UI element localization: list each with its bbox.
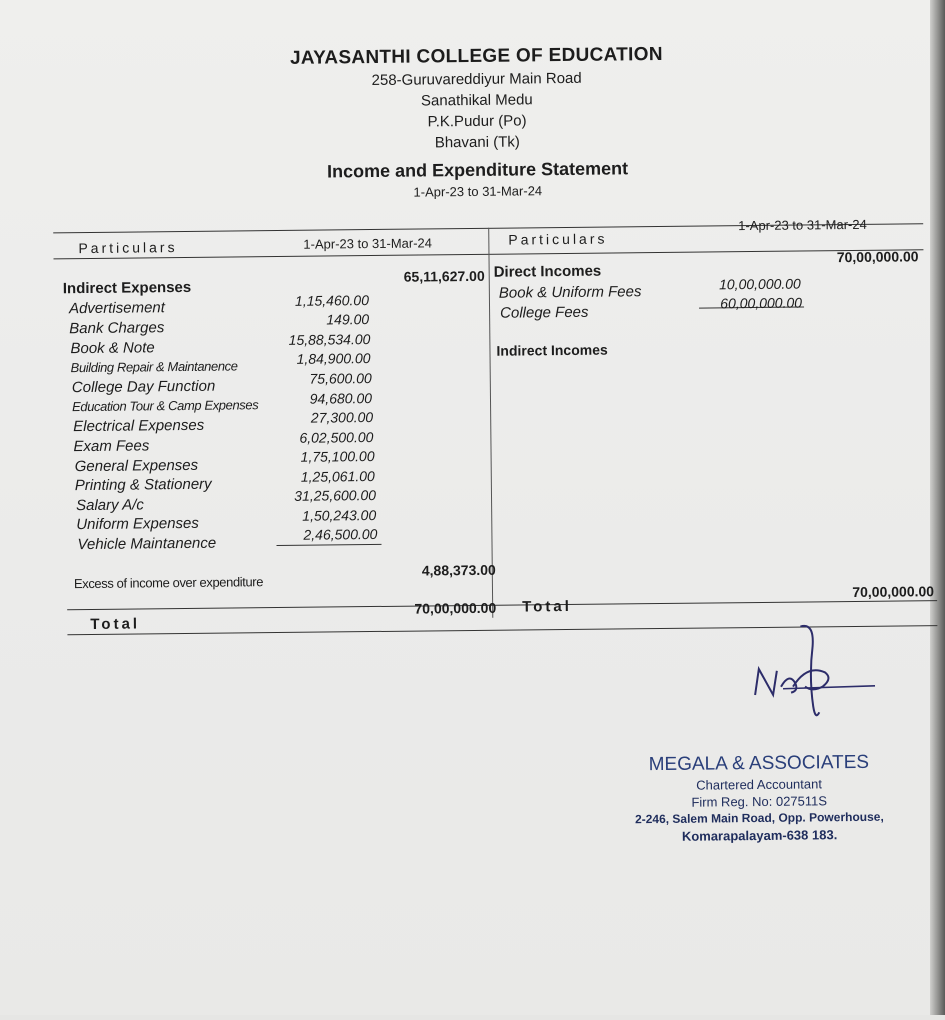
left-particulars-header: Particulars [78, 239, 178, 257]
right-total-label: Total [522, 597, 572, 616]
address-line-3: P.K.Pudur (Po) [427, 112, 527, 131]
expense-amount: 75,600.00 [309, 370, 372, 387]
expense-label: Electrical Expenses [73, 416, 205, 436]
auditor-signature [742, 616, 893, 728]
expense-amount: 94,680.00 [309, 390, 373, 407]
expense-amount: 2,46,500.00 [303, 525, 378, 543]
expense-amount: 1,75,100.00 [300, 448, 375, 465]
expense-label: Book & Note [70, 339, 155, 358]
expense-amount: 1,25,061.00 [300, 468, 375, 485]
firm-name: MEGALA & ASSOCIATES [648, 751, 870, 776]
college-name: JAYASANTHI COLLEGE OF EDUCATION [289, 43, 663, 69]
right-particulars-header: Particulars [508, 230, 608, 248]
firm-role: Chartered Accountant [696, 776, 822, 793]
income-amount: 10,00,000.00 [718, 275, 801, 293]
expense-label: Building Repair & Maintanence [70, 358, 238, 376]
statement-title: Income and Expenditure Statement [326, 158, 629, 182]
indirect-expenses-total: 65,11,627.00 [403, 267, 485, 285]
expense-label: General Expenses [74, 456, 199, 476]
firm-registration: Firm Reg. No: 027511S [691, 793, 828, 810]
expense-label: Exam Fees [73, 437, 150, 456]
income-amount: 60,00,000.00 [720, 294, 803, 312]
expense-amount: 15,88,534.00 [288, 331, 371, 348]
direct-incomes-label: Direct Incomes [493, 262, 602, 281]
firm-address-line-1: 2-246, Salem Main Road, Opp. Powerhouse, [634, 809, 884, 827]
expense-amount: 27,300.00 [310, 409, 374, 426]
expense-subtotal-rule [277, 544, 382, 546]
right-period-header: 1-Apr-23 to 31-Mar-24 [738, 216, 867, 234]
expense-label: Advertisement [68, 299, 165, 318]
income-label: Book & Uniform Fees [498, 283, 642, 302]
address-line-1: 258-Guruvareddiyur Main Road [371, 69, 582, 90]
expense-amount: 6,02,500.00 [299, 429, 374, 446]
expense-label: Printing & Stationery [74, 475, 212, 495]
excess-amount: 4,88,373.00 [421, 561, 496, 579]
expense-amount: 31,25,600.00 [294, 486, 377, 504]
expense-label: Vehicle Maintanence [77, 534, 217, 554]
left-period-header: 1-Apr-23 to 31-Mar-24 [303, 235, 433, 252]
total-top-rule [67, 600, 937, 610]
expense-amount: 1,50,243.00 [302, 506, 377, 524]
address-line-4: Bhavani (Tk) [434, 133, 520, 152]
income-label: College Fees [500, 303, 589, 322]
direct-incomes-total: 70,00,000.00 [836, 248, 919, 266]
expense-amount: 1,15,460.00 [294, 292, 370, 309]
indirect-incomes-label: Indirect Incomes [496, 341, 608, 359]
firm-address-line-2: Komarapalayam-638 183. [681, 827, 838, 844]
expense-label: Bank Charges [69, 319, 165, 338]
statement-period: 1-Apr-23 to 31-Mar-24 [413, 183, 543, 200]
expense-label: Salary A/c [75, 496, 144, 515]
indirect-expenses-label: Indirect Expenses [62, 278, 192, 298]
expense-label: College Day Function [71, 377, 216, 397]
expense-label: Uniform Expenses [76, 514, 199, 534]
expense-amount: 1,84,900.00 [296, 350, 371, 367]
left-total-amount: 70,00,000.00 [414, 599, 497, 617]
right-total-amount: 70,00,000.00 [852, 583, 935, 601]
expense-label: Education Tour & Camp Expenses [71, 397, 259, 415]
address-line-2: Sanathikal Medu [420, 91, 533, 110]
expense-amount: 149.00 [326, 311, 370, 328]
column-divider [488, 228, 493, 618]
left-total-label: Total [90, 615, 141, 633]
excess-label: Excess of income over expenditure [73, 574, 264, 592]
